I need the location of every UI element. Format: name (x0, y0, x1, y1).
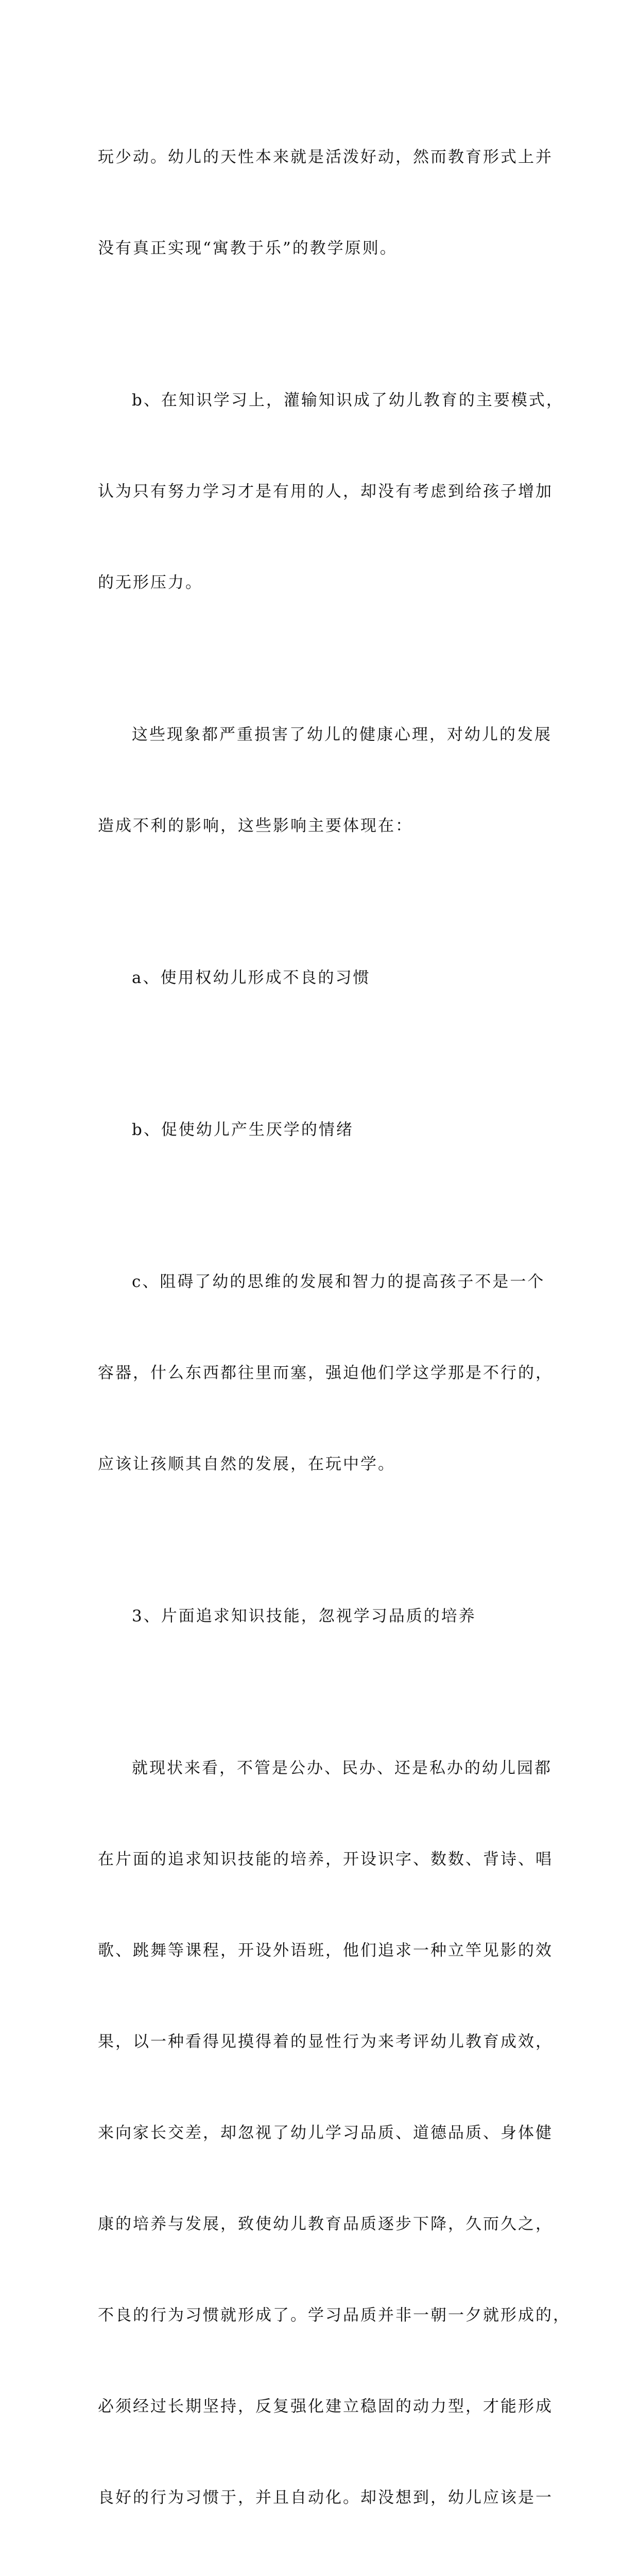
section-heading (98, 1540, 551, 1692)
text-line: 必须经过长期坚持，反复强化建立稳固的动力型，才能形成 (98, 2397, 553, 2416)
text-line: b、在知识学习上，灌输知识成了幼儿教育的主要模式， (132, 391, 564, 410)
text-line: 这些现象都严重损害了幼儿的健康心理，对幼儿的发展 (132, 725, 552, 744)
text-line: 就现状来看，不管是公办、民办、还是私办的幼儿园都 (132, 1759, 552, 1777)
paragraph (98, 325, 564, 659)
text-line: 应该让孩顺其自然的发展，在玩中学。 (98, 1455, 395, 1473)
paragraph (98, 81, 551, 325)
text-line: 不良的行为习惯就形成了。学习品质并非一朝一夕就形成的， (98, 2306, 571, 2325)
text-line: 玩少动。幼儿的天性本来就是活泼好动，然而教育形式上并 (98, 148, 553, 166)
paragraph (98, 1692, 571, 2576)
text-line: 3、片面追求知识技能，忽视学习品质的培养 (132, 1607, 476, 1625)
list-item (98, 1054, 551, 1206)
text-line: 容器，什么东西都往里而塞，强迫他们学这学那是不行的， (98, 1364, 553, 1382)
text-line: 认为只有努力学习才是有用的人，却没有考虑到给孩子增加 (98, 482, 553, 501)
text-line (98, 2574, 551, 2576)
paragraph (98, 659, 551, 902)
list-item (98, 902, 551, 1054)
text-line: 果，以一种看得见摸得着的显性行为来考评幼儿教育成效， (98, 2032, 553, 2051)
text-line: c、阻碍了幼的思维的发展和智力的提高孩子不是一个 (132, 1273, 545, 1291)
text-line: 良好的行为习惯于，并且自动化。却没想到，幼儿应该是一 (98, 2488, 553, 2507)
text-line: a、使用权幼儿形成不良的习惯 (132, 969, 371, 987)
text-line: 没有真正实现“寓教于乐”的教学原则。 (98, 239, 398, 258)
text-line: 歌、跳舞等课程，开设外语班，他们追求一种立竿见影的效 (98, 1941, 553, 1960)
document-body (98, 81, 571, 2576)
text-line: b、促使幼儿产生厌学的情绪 (132, 1121, 354, 1139)
text-line: 造成不利的影响，这些影响主要体现在： (98, 817, 413, 835)
list-item (98, 1206, 551, 1540)
text-line: 的无形压力。 (98, 573, 203, 592)
text-line: 康的培养与发展，致使幼儿教育品质逐步下降，久而久之， (98, 2215, 553, 2233)
text-line: 在片面的追求知识技能的培养，开设识字、数数、背诗、唱 (98, 1850, 553, 1869)
text-line: 来向家长交差，却忽视了幼儿学习品质、道德品质、身体健 (98, 2124, 553, 2142)
